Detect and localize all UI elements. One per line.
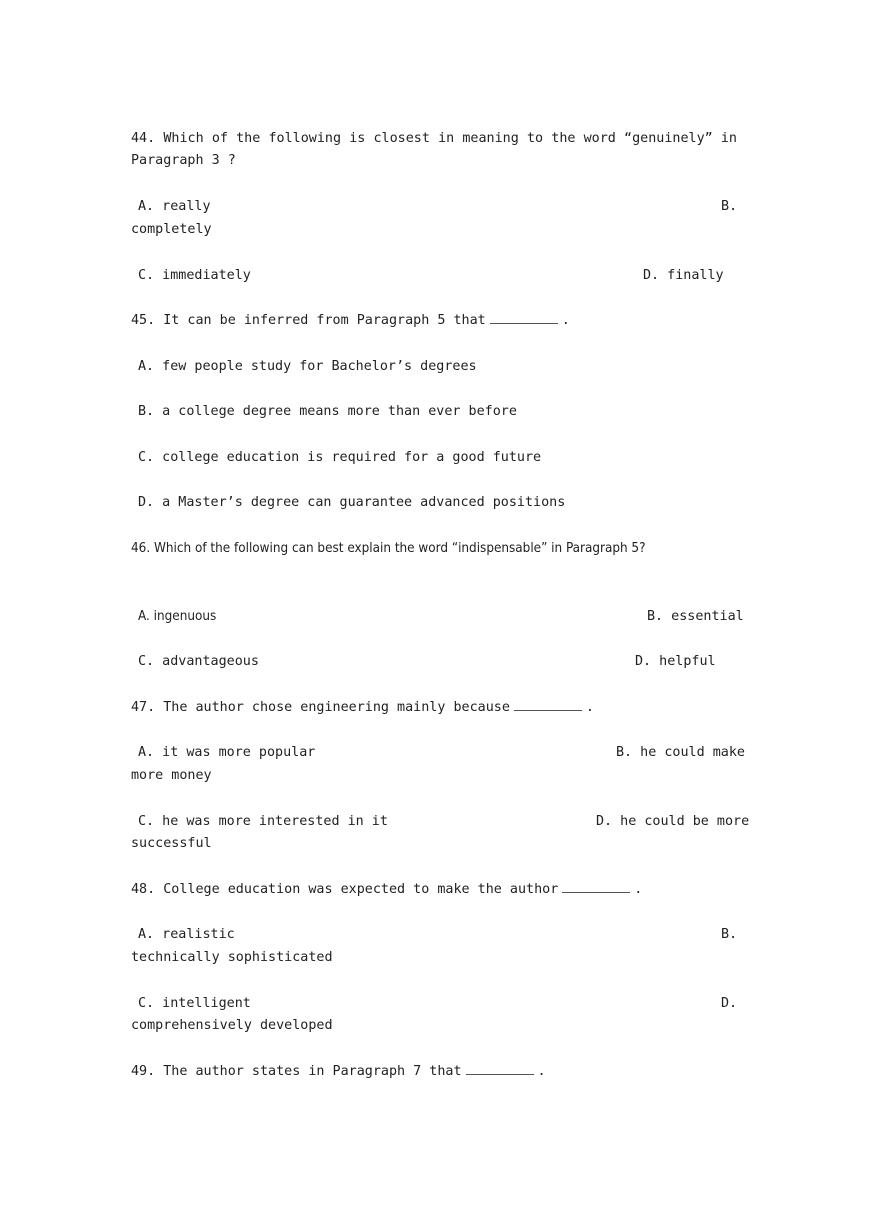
question-47-end: . [585, 700, 594, 715]
option-44-c: C. immediately [138, 268, 251, 283]
option-46-a: A. ingenuous [138, 609, 217, 624]
option-48-a: A. realistic [138, 927, 235, 942]
question-48-end: . [634, 882, 643, 897]
option-48-b-text: technically sophisticated [131, 950, 333, 965]
option-45-c: C. college education is required for a good future [138, 450, 542, 465]
option-44-b-label: B. [721, 199, 738, 214]
question-47-text: 47. The author chose engineering mainly because [131, 700, 510, 715]
answer-blank [490, 311, 558, 324]
option-47-b-first: B. he could make [616, 745, 745, 760]
option-44-a: A. really [138, 199, 211, 214]
answer-blank [466, 1062, 534, 1075]
question-48-text: 48. College education was expected to make the author [131, 882, 559, 897]
option-48-c: C. intelligent [138, 996, 251, 1011]
question-49-text: 49. The author states in Paragraph 7 that [131, 1064, 462, 1079]
question-49-stem [131, 1062, 546, 1082]
question-47-stem [131, 698, 594, 718]
option-44-b-text: completely [131, 222, 212, 237]
question-45-text: 45. It can be inferred from Paragraph 5 that [131, 313, 486, 328]
option-48-d-label: D. [721, 996, 738, 1011]
question-44-stem [131, 128, 737, 172]
answer-blank [562, 880, 630, 893]
question-46-text: 46. Which of the following can best explain the word “indispensable” in Paragraph 5? [131, 541, 646, 556]
option-45-d: D. a Master’s degree can guarantee advanced positions [138, 495, 566, 510]
question-45-stem [131, 311, 570, 331]
answer-blank [514, 698, 582, 711]
question-44-text: 44. Which of the following is closest in meaning to the word “genuinely” in Paragraph 3 ? [131, 131, 737, 168]
option-47-b-rest: more money [131, 768, 212, 783]
option-46-b: B. essential [647, 609, 744, 624]
question-46-stem [131, 538, 737, 560]
option-47-d-rest: successful [131, 836, 212, 851]
question-48-stem [131, 880, 642, 900]
option-45-a: A. few people study for Bachelor’s degrees [138, 359, 477, 374]
option-47-d-first: D. he could be more [596, 814, 750, 829]
option-44-d: D. finally [643, 268, 724, 283]
question-45-end: . [561, 313, 570, 328]
option-47-a: A. it was more popular [138, 745, 316, 760]
option-46-c: C. advantageous [138, 654, 259, 669]
option-46-d: D. helpful [635, 654, 716, 669]
option-47-c: C. he was more interested in it [138, 814, 388, 829]
option-48-b-label: B. [721, 927, 738, 942]
option-45-b: B. a college degree means more than ever before [138, 404, 517, 419]
question-49-end: . [537, 1064, 546, 1079]
option-48-d-text: comprehensively developed [131, 1018, 333, 1033]
